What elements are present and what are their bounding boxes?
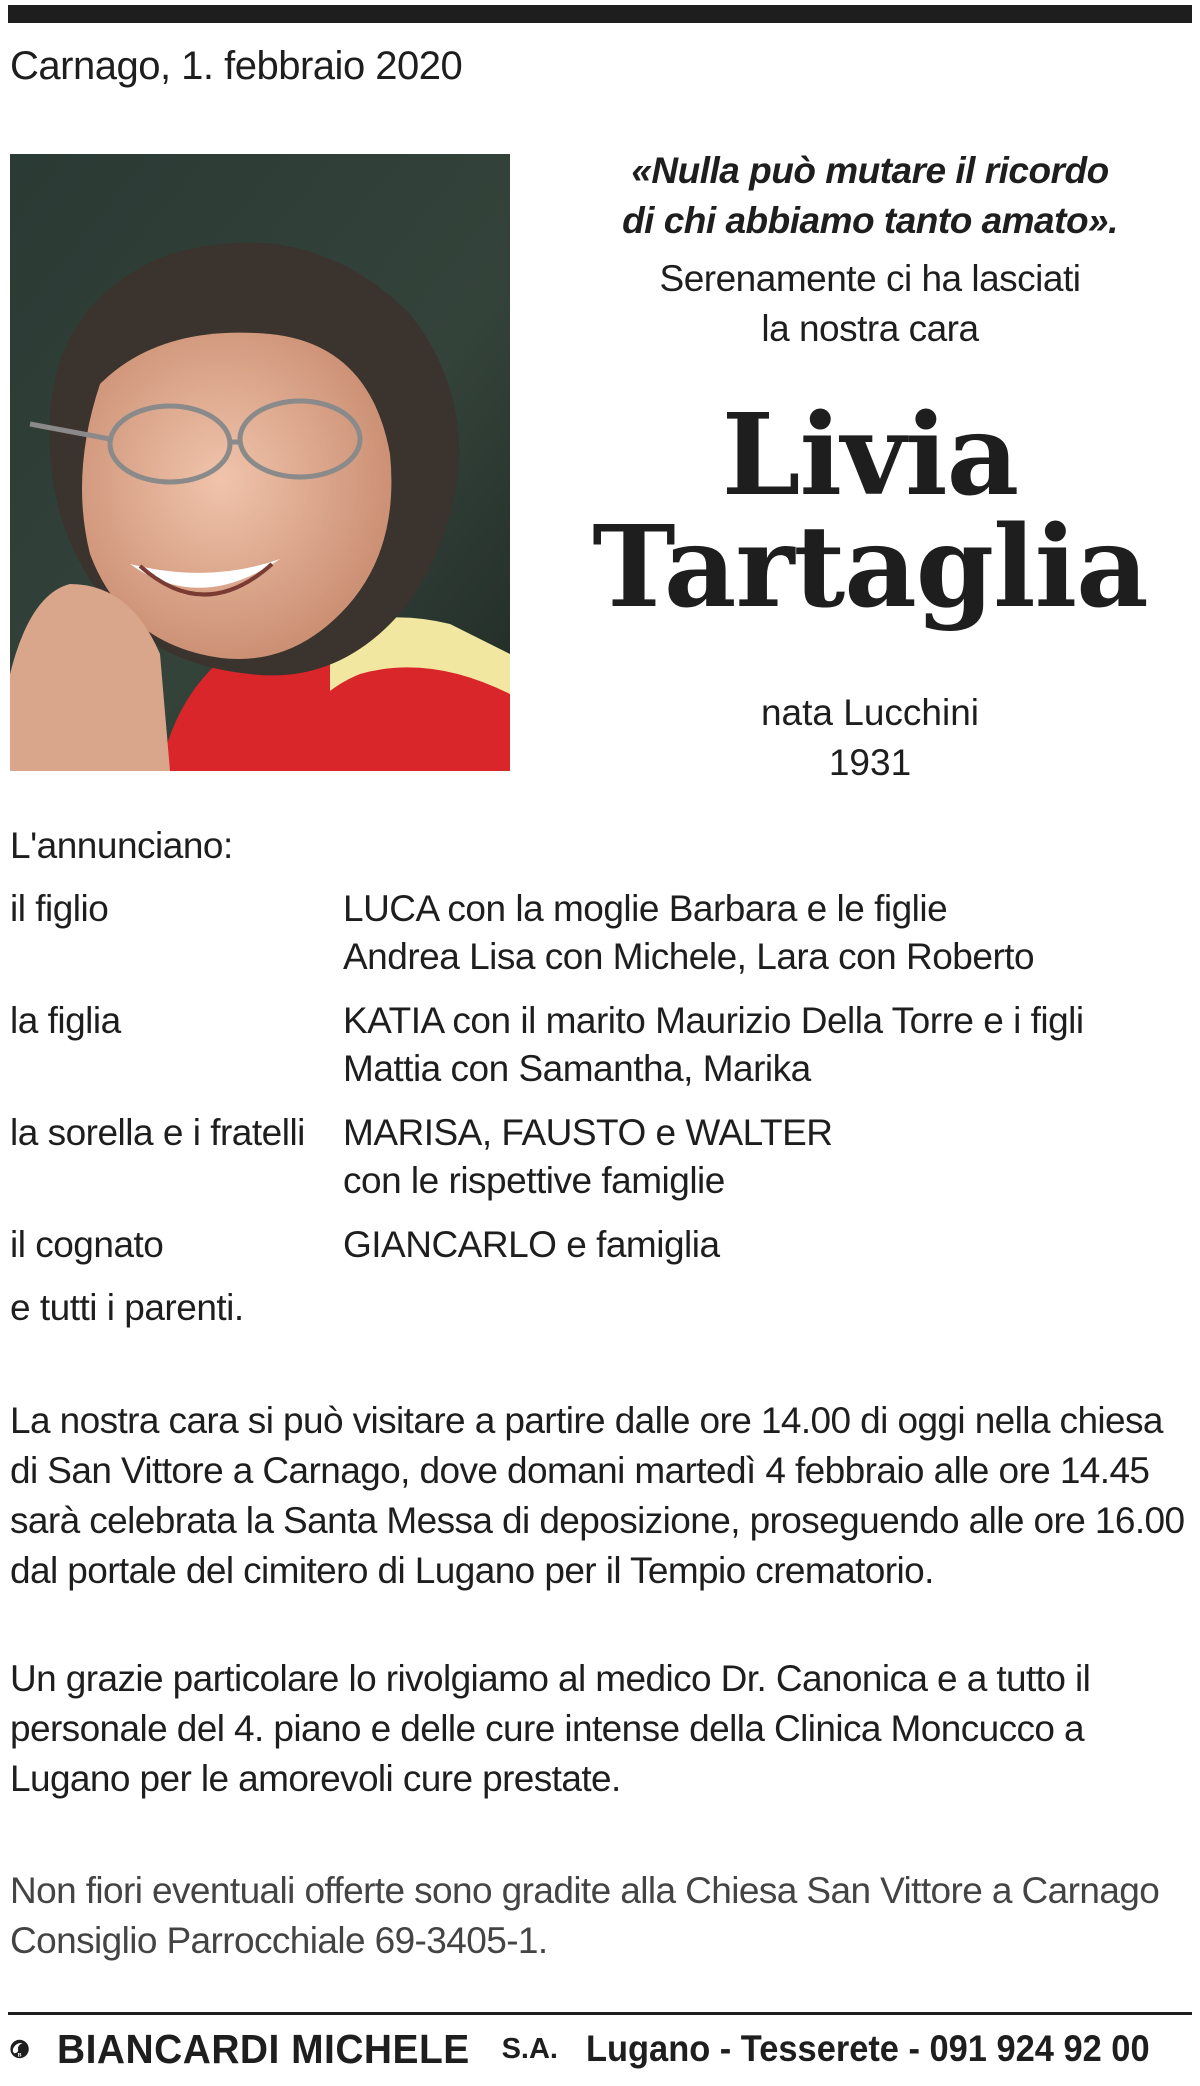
names-line: KATIA con il marito Maurizio Della Torre e i figli <box>343 1000 1084 1041</box>
names-line: con le rispettive famiglie <box>343 1160 725 1201</box>
agency-contact: Lugano - Tesserete - 091 924 92 00 <box>585 2028 1150 2069</box>
family-names <box>343 885 1190 981</box>
list-item <box>10 997 1190 1093</box>
intro-text <box>540 254 1200 354</box>
visitation-paragraph: La nostra cara si può visitare a partire dalle ore 14.00 di oggi nella chiesa di San Vittore a Carnago, dove domani martedì 4 febbraio alle ore 14.45 sarà celebrata la Santa Messa di deposizione, proseguendo alle ore 16.00 dal portale del cimitero di Lugano per il Tempio crematorio. <box>10 1400 1185 1591</box>
portrait-icon <box>10 154 510 771</box>
birth-info <box>540 688 1200 788</box>
intro-line: Serenamente ci ha lasciati <box>659 258 1081 299</box>
family-names <box>343 1109 1190 1205</box>
agency-suffix: S.A. <box>501 2032 558 2065</box>
names-line: GIANCARLO e famiglia <box>343 1224 720 1265</box>
intro-line: la nostra cara <box>761 308 979 349</box>
announcers-title: L'annunciano: <box>10 825 233 866</box>
logo-letter: B <box>17 2053 22 2059</box>
relation-label: la figlia <box>10 1000 121 1041</box>
list-item <box>10 1109 1190 1205</box>
relation-label: il cognato <box>10 1224 164 1265</box>
maiden-name: nata Lucchini <box>760 692 980 733</box>
funeral-home-footer <box>10 2018 1192 2080</box>
birth-year: 1931 <box>828 742 912 783</box>
names-line: MARISA, FAUSTO e WALTER <box>343 1112 833 1153</box>
all-relatives: e tutti i parenti. <box>10 1287 244 1328</box>
announcers-list <box>10 885 1190 1285</box>
place-date: Carnago, 1. febbraio 2020 <box>10 44 463 88</box>
quote-line: di chi abbiamo tanto amato». <box>622 200 1118 241</box>
family-names <box>343 1221 1190 1269</box>
deceased-name <box>540 390 1200 633</box>
quote-line: «Nulla può mutare il ricordo <box>631 150 1109 191</box>
footer-rule <box>8 2012 1192 2015</box>
thanks-paragraph: Un grazie particolare lo rivolgiamo al medico Dr. Canonica e a tutto il personale del 4. piano e delle cure intense della Clinica Moncucco a Lugano per le amorevoli cure prestate. <box>10 1658 1091 1799</box>
agency-name: BIANCARDI MICHELE <box>57 2025 470 2072</box>
biancardi-logo-icon <box>10 2023 29 2075</box>
names-line: LUCA con la moglie Barbara e le figlie <box>343 888 948 929</box>
list-item <box>10 885 1190 981</box>
relation-label: il figlio <box>10 888 109 929</box>
donations-paragraph: Non fiori eventuali offerte sono gradite alla Chiesa San Vittore a Carnago Consiglio Parrocchiale 69-3405-1. <box>10 1870 1160 1961</box>
memorial-quote <box>540 146 1200 246</box>
top-rule <box>8 5 1192 23</box>
first-name: Livia <box>721 390 1019 521</box>
last-name: Tartaglia <box>592 502 1148 633</box>
names-line: Mattia con Samantha, Marika <box>343 1048 811 1089</box>
list-item <box>10 1221 1190 1269</box>
relation-label: la sorella e i fratelli <box>10 1112 305 1153</box>
names-line: Andrea Lisa con Michele, Lara con Roberto <box>343 936 1035 977</box>
family-names <box>343 997 1190 1093</box>
portrait-photo <box>10 154 510 771</box>
